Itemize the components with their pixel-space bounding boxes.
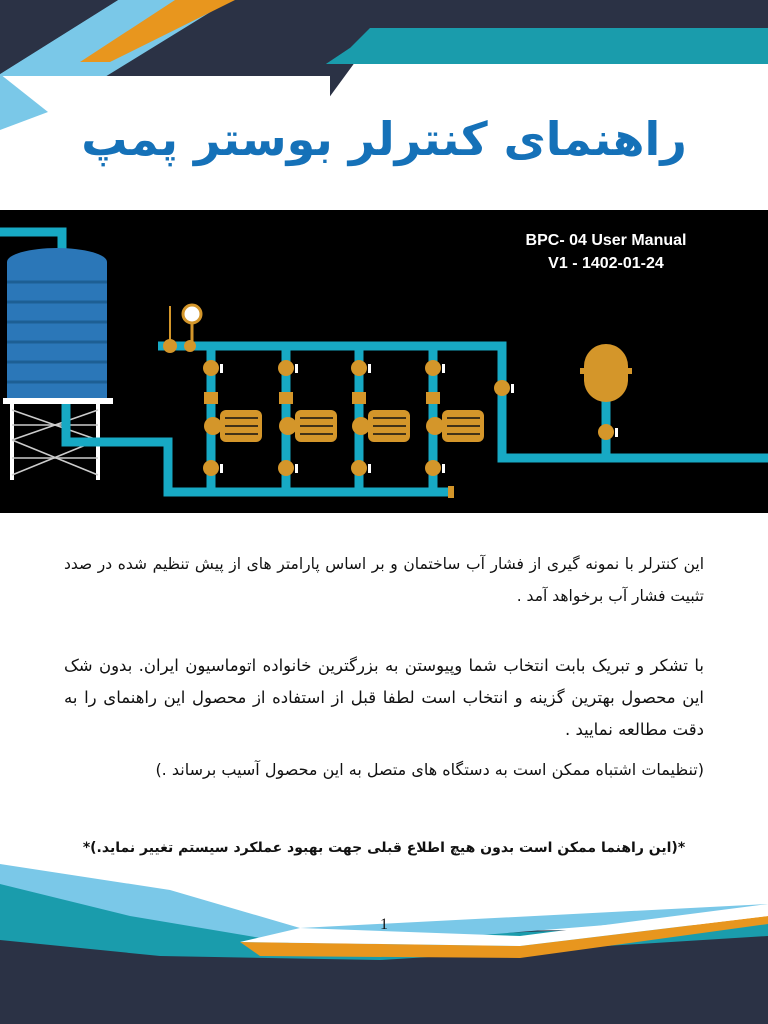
page-number: 1 — [380, 916, 388, 933]
booster-pump-illustration — [0, 210, 768, 513]
intro-paragraph: این کنترلر با نمونه گیری از فشار آب ساختمان و بر اساس پارامتر های از پیش تنظیم شده در صدد تثبیت فشار آب برخواهد آمد . — [64, 555, 704, 605]
warning-note: (تنظیمات اشتباه ممکن است به دستگاه های متصل به این محصول آسیب برساند .) — [155, 760, 704, 779]
welcome-paragraph: با تشکر و تبریک بابت انتخاب شما وپیوستن به بزرگترین خانواده اتوماسیون ایران. بدون شک این محصول بهترین گزینه و انتخاب است لطفا قبل از استفاده از محصول این راهنمای را به دقت مطالعه نمایید . — [64, 656, 704, 739]
disclaimer-note: *(این راهنما ممکن است بدون هیچ اطلاع قبلی جهت بهبود عملکرد سیستم تغییر نماید.)* — [82, 840, 686, 856]
page-title: راهنمای کنترلر بوستر پمپ — [81, 112, 687, 166]
manual-title: BPC- 04 User Manual — [525, 232, 687, 249]
bottom-decoration — [0, 864, 768, 1024]
manual-version: V1 - 1402-01-24 — [548, 255, 664, 272]
